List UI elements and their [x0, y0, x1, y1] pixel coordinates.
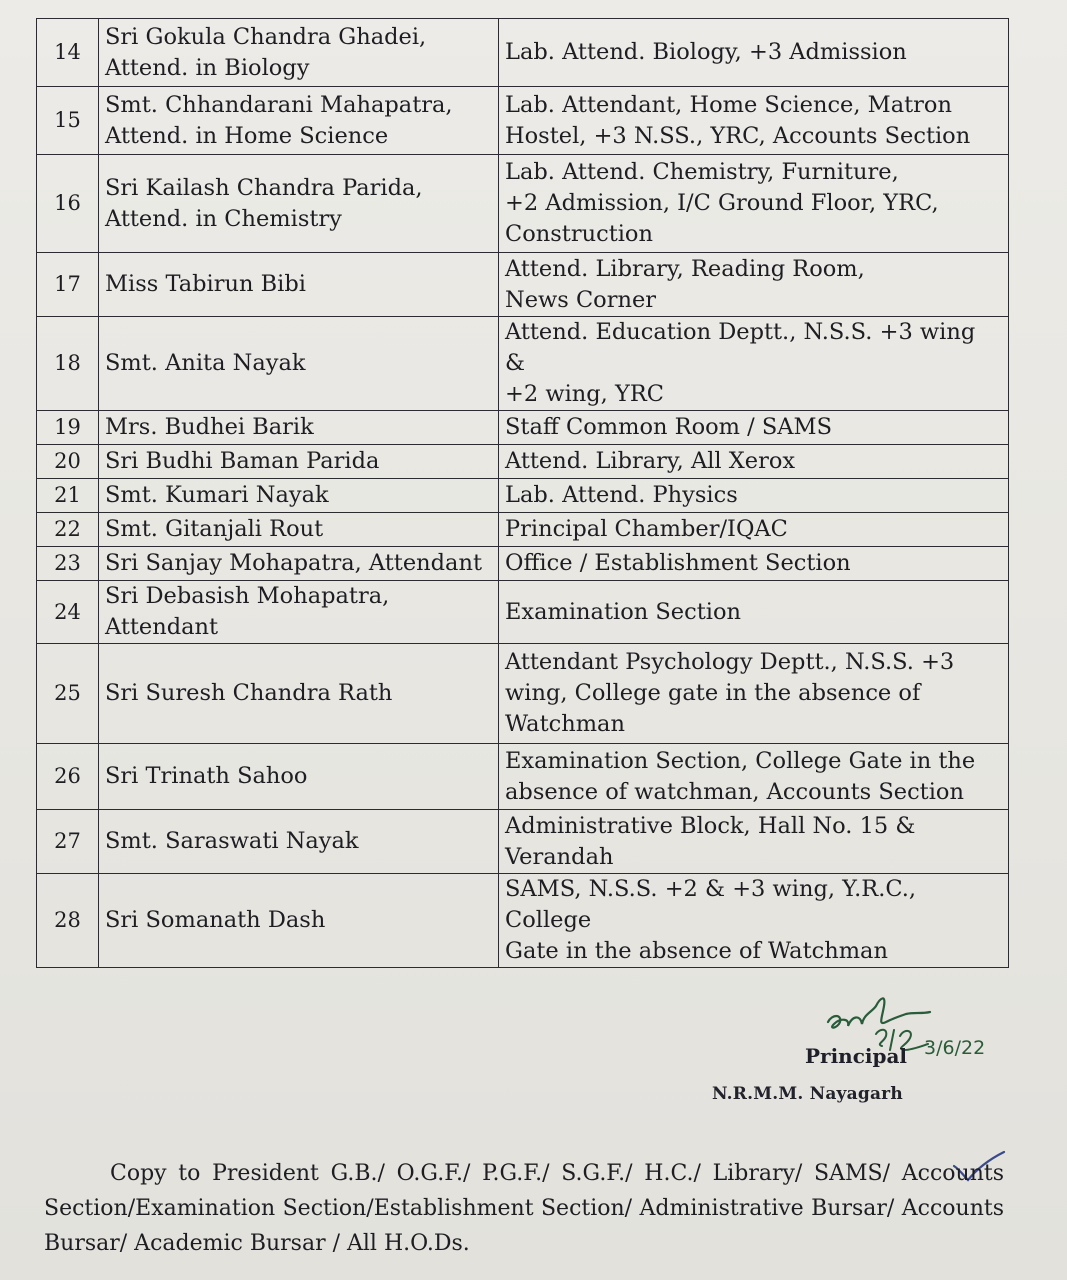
duty-line: Gate in the absence of Watchman — [505, 938, 888, 964]
duty-line: +2 wing, YRC — [505, 381, 664, 407]
serial-number: 15 — [37, 87, 99, 155]
staff-name-cell — [99, 317, 499, 411]
staff-name-line: Sri Gokula Chandra Ghadei, — [105, 23, 427, 50]
staff-name-cell — [99, 547, 499, 581]
staff-name-line: Sri Suresh Chandra Rath — [105, 680, 393, 706]
duty-assignment-cell — [499, 479, 1009, 513]
duty-assignment-cell — [499, 513, 1009, 547]
table-row — [37, 411, 1009, 445]
staff-name-line: Smt. Chhandarani Mahapatra, — [105, 91, 453, 118]
staff-name-cell — [99, 874, 499, 968]
staff-name-line: Sri Trinath Sahoo — [105, 763, 308, 789]
table-row — [37, 874, 1009, 968]
staff-name-line: Mrs. Budhei Barik — [105, 414, 314, 440]
principal-signature-block — [700, 984, 1000, 1134]
staff-name-line: Attend. in Chemistry — [105, 205, 342, 232]
table-row — [37, 744, 1009, 810]
duty-line: Examination Section, College Gate in the — [505, 747, 976, 774]
table-row — [37, 19, 1009, 87]
serial-number: 17 — [37, 253, 99, 317]
duty-assignment-cell — [499, 253, 1009, 317]
serial-number: 14 — [37, 19, 99, 87]
duty-line: +2 Admission, I/C Ground Floor, YRC, — [505, 190, 939, 216]
staff-name-line: Sri Budhi Baman Parida — [105, 448, 380, 474]
duty-line: Attend. Library, All Xerox — [505, 448, 796, 474]
duty-line: Office / Establishment Section — [505, 550, 851, 576]
serial-number: 26 — [37, 744, 99, 810]
duty-line: Construction — [505, 221, 653, 247]
duty-assignment-cell — [499, 874, 1009, 968]
staff-duty-table — [36, 18, 1009, 968]
duty-line: wing, College gate in the absence of — [505, 680, 921, 706]
duty-line: Staff Common Room / SAMS — [505, 414, 832, 440]
staff-name-line: Smt. Gitanjali Rout — [105, 516, 324, 542]
duty-line: Hostel, +3 N.SS., YRC, Accounts Section — [505, 122, 971, 149]
staff-name-line: Attendant — [105, 614, 219, 640]
serial-number: 25 — [37, 644, 99, 744]
table-row — [37, 445, 1009, 479]
staff-name-cell — [99, 253, 499, 317]
table-row — [37, 87, 1009, 155]
duty-line: Examination Section — [505, 598, 741, 625]
staff-name-line: Smt. Kumari Nayak — [105, 482, 329, 508]
staff-name-cell — [99, 19, 499, 87]
table-row — [37, 253, 1009, 317]
duty-assignment-cell — [499, 445, 1009, 479]
duty-line: Attendant Psychology Deptt., N.S.S. +3 — [505, 649, 955, 675]
table-row — [37, 644, 1009, 744]
staff-name-cell — [99, 155, 499, 253]
duty-assignment-cell — [499, 411, 1009, 445]
staff-name-line: Sri Sanjay Mohapatra, Attendant — [105, 550, 483, 576]
staff-name-line: Sri Kailash Chandra Parida, — [105, 174, 423, 201]
serial-number: 19 — [37, 411, 99, 445]
institution-name: N.R.M.M. Nayagarh — [712, 1084, 903, 1104]
signature-date: 3/6/22 — [924, 1037, 986, 1059]
serial-number: 20 — [37, 445, 99, 479]
staff-name-line: Smt. Anita Nayak — [105, 350, 306, 376]
staff-name-line: Attend. in Home Science — [105, 122, 389, 149]
serial-number: 18 — [37, 317, 99, 411]
staff-name-cell — [99, 513, 499, 547]
duty-assignment-cell — [499, 644, 1009, 744]
table-row — [37, 581, 1009, 644]
staff-name-cell — [99, 87, 499, 155]
duty-line: News Corner — [505, 286, 657, 313]
staff-name-line: Sri Somanath Dash — [105, 907, 326, 933]
table-row — [37, 317, 1009, 411]
staff-name-line: Sri Debasish Mohapatra, — [105, 583, 390, 609]
duty-line: Lab. Attendant, Home Science, Matron — [505, 91, 952, 118]
staff-name-line: Miss Tabirun Bibi — [105, 271, 306, 297]
serial-number: 23 — [37, 547, 99, 581]
duty-assignment-cell — [499, 155, 1009, 253]
duty-line: Verandah — [505, 843, 614, 870]
serial-number: 16 — [37, 155, 99, 253]
duty-assignment-cell — [499, 19, 1009, 87]
duty-assignment-cell — [499, 317, 1009, 411]
duty-line: Administrative Block, Hall No. 15 & — [505, 812, 916, 839]
duty-line: Lab. Attend. Physics — [505, 482, 738, 508]
staff-name-cell — [99, 644, 499, 744]
table-row — [37, 155, 1009, 253]
duty-assignment-cell — [499, 810, 1009, 874]
duty-line: Lab. Attend. Chemistry, Furniture, — [505, 159, 899, 185]
serial-number: 28 — [37, 874, 99, 968]
staff-name-cell — [99, 810, 499, 874]
staff-name-cell — [99, 744, 499, 810]
duty-assignment-cell — [499, 581, 1009, 644]
duty-assignment-cell — [499, 87, 1009, 155]
table-row — [37, 513, 1009, 547]
table-row — [37, 810, 1009, 874]
duty-assignment-cell — [499, 547, 1009, 581]
copy-to-distribution: Copy to President G.B./ O.G.F./ P.G.F./ S.G.F./ H.C./ Library/ SAMS/ Accounts Section/Examination Section/Establishment Section/ Administrative Bursar/ Accounts Bursar/ Academic Bursar / All H.O.Ds. — [44, 1161, 1004, 1256]
serial-number: 22 — [37, 513, 99, 547]
staff-name-cell — [99, 479, 499, 513]
duty-line: Watchman — [505, 711, 625, 737]
serial-number: 24 — [37, 581, 99, 644]
staff-name-cell — [99, 411, 499, 445]
serial-number: 27 — [37, 810, 99, 874]
table-row — [37, 547, 1009, 581]
duty-line: absence of watchman, Accounts Section — [505, 778, 964, 805]
staff-name-line: Smt. Saraswati Nayak — [105, 828, 359, 854]
serial-number: 21 — [37, 479, 99, 513]
staff-name-cell — [99, 445, 499, 479]
duty-line: Principal Chamber/IQAC — [505, 516, 788, 542]
duty-line: SAMS, N.S.S. +2 & +3 wing, Y.R.C., College — [505, 876, 917, 933]
staff-name-line: Attend. in Biology — [105, 54, 310, 81]
principal-title: Principal — [805, 1044, 908, 1068]
table-row — [37, 479, 1009, 513]
staff-name-cell — [99, 581, 499, 644]
duty-assignment-cell — [499, 744, 1009, 810]
duty-line: Lab. Attend. Biology, +3 Admission — [505, 39, 907, 65]
duty-line: Attend. Education Deptt., N.S.S. +3 wing & — [505, 319, 976, 376]
duty-line: Attend. Library, Reading Room, — [505, 255, 865, 282]
